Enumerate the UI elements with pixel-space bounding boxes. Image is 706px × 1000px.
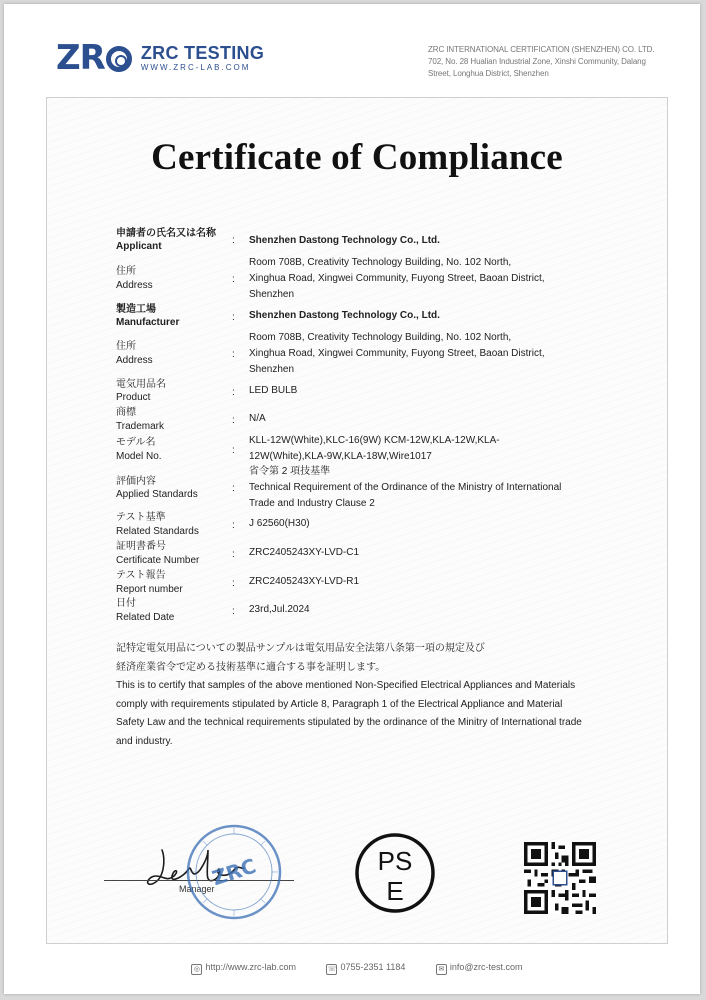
applicant-address-label-en: Address	[116, 280, 153, 291]
manufacturer-address-label-en: Address	[116, 355, 153, 366]
applicant-label-en: Applicant	[116, 241, 162, 252]
declaration-jp-line: 経済産業省令で定める技術基準に適合する事を証明します。	[116, 661, 386, 673]
company-seal-icon	[184, 822, 284, 922]
standards-line: 省令第 2 項技基準	[249, 466, 331, 477]
address-line: Shenzhen	[249, 364, 295, 375]
model-label-en: Model No.	[116, 451, 162, 462]
certificate-number-label-jp: 証明書番号	[116, 541, 166, 552]
certificate-number-label-en: Certificate Number	[116, 555, 200, 566]
certificate-title: Certificate of Compliance	[151, 137, 563, 178]
product-value: LED BULB	[249, 385, 298, 396]
logo-mark: ZR	[56, 41, 133, 75]
company-line: 702, No. 28 Hualian Industrial Zone, Xinshi Community, Dalang	[428, 57, 646, 66]
footer	[4, 962, 700, 975]
manufacturer-label-jp: 製造工場	[116, 304, 156, 315]
manufacturer-address-value	[249, 330, 594, 378]
applicant-value: Shenzhen Dastong Technology Co., Ltd.	[249, 235, 440, 246]
declaration-en-line: This is to certify that samples of the above mentioned Non-Specified Electrical Appliances and Materials	[116, 680, 576, 691]
company-line: ZRC INTERNATIONAL CERTIFICATION (SHENZHEN) CO. LTD.	[428, 45, 655, 54]
report-number-label-en: Report number	[116, 584, 183, 595]
footer-website-text: http://www.zrc-lab.com	[205, 962, 296, 972]
declaration-en-line: and industry.	[116, 735, 173, 747]
globe-icon: ◎	[191, 964, 202, 975]
certificate-number-value: ZRC2405243XY-LVD-C1	[249, 547, 360, 558]
model-label-jp: モデル名	[116, 437, 156, 448]
declaration-en-line: comply with requirements stipulated by Article 8, Paragraph 1 of the Electrical Appliance and Material	[116, 698, 563, 710]
footer-website[interactable]	[191, 962, 296, 972]
address-line: Shenzhen	[249, 289, 295, 300]
address-line: Xinghua Road, Xingwei Community, Fuyong Street, Baoan District,	[249, 273, 545, 284]
footer-email-text: info@zrc-test.com	[449, 962, 523, 972]
applicant-address-value	[249, 255, 594, 303]
certificate-page: ZR ZRC TESTING WWW.ZRC-LAB.COM ZRC INTERNATIONAL CERTIFICATION (SHENZHEN) CO. LTD. 702, No. 28 Hualian Industrial Zone, Xinshi Community, Dalang Street, Longhua District, Shenzhen Certificate of Compliance 申請者の氏名又は名称 Applicant : Shenzhen Dastong Technology Co., Ltd. 住所 Address : Room 708B, Creativity Technology Building, No. 102 North, Xinghua Road, Xingwei Community, Fuyong Street, Baoan District, Shenzhen 製造工場 Manufacturer : Shenzhen Dastong Technology Co., Ltd. 住所 Address : Room 708B, Creativity Technology Building, No. 102 North, Xinghua Road, Xingwei Community, Fuyong Street, Baoan District, Shenzhen 電気用品名 Product : LED BULB 商標 Trademark : N/A モデル名 Model No. : KLL-12W(White),KLC-16(9W) KCM-12W,KLA-12W,KLA- 12W(White),KLA-9W,KLA-18W,Wire1017 評価内容 Applied Standards : 省令第 2 項技基準 Technical Requirement of the Ordinance of the Ministry of International Trade and Industry Clause 2 テスト基準 Related Standards : J 62560(H30) 証明書番号 Certificate Number : ZRC2405243XY-LVD-C1 テスト報告 Report number : ZRC2405243XY-LVD-R1 日付 Related Date : 23rd,Jul.2024 記特定電気用品についての製品サンプルは電気用品安全法第八条第一項の規定及び 経済産業省令で定める技術基準に適合する事を証明します。 This is to certify that samples of the above mentioned Non-Specified Electrical Appliances and Materials comply with requirements stipulated by Article 8, Paragraph 1 of the Electrical Appliance and Material Safety Law and the technical requirements stipulated by the ordinance of the Minitry of International trade and industry. Manager ZRC PS E ◎ http://www.zrc-lab.com ☏ 0755-2351 1184 ✉ info@zrc-test.com	[4, 4, 700, 994]
qr-code-icon	[524, 842, 596, 914]
pse-bottom-text: E	[386, 876, 404, 906]
standards-line: Technical Requirement of the Ordinance of the Ministry of International	[249, 482, 562, 493]
related-standards-label-en: Related Standards	[116, 526, 199, 537]
declaration-jp-line: 記特定電気用品についての製品サンプルは電気用品安全法第八条第一項の規定及び	[116, 643, 485, 654]
declaration-en-line: Safety Law and the technical requirements stipulated by the ordinance of the Minitry of International trade	[116, 717, 582, 728]
footer-phone	[326, 962, 405, 972]
mail-icon: ✉	[436, 964, 447, 975]
manufacturer-label-en: Manufacturer	[116, 317, 180, 328]
pse-mark-icon	[354, 832, 436, 914]
standards-label-en: Applied Standards	[116, 489, 198, 500]
trademark-label-jp: 商標	[116, 407, 136, 418]
report-number-value: ZRC2405243XY-LVD-R1	[249, 576, 360, 587]
logo-name: ZRC TESTING	[140, 43, 265, 63]
footer-phone-text: 0755-2351 1184	[340, 962, 406, 972]
pse-top-text: PS	[377, 846, 413, 876]
trademark-label-en: Trademark	[116, 421, 164, 432]
standards-value	[249, 464, 594, 512]
date-label-jp: 日付	[116, 598, 136, 609]
product-label-en: Product	[116, 392, 151, 403]
manufacturer-address-label-jp: 住所	[116, 341, 136, 352]
model-line: 12W(White),KLA-9W,KLA-18W,Wire1017	[249, 451, 432, 462]
company-line: Street, Longhua District, Shenzhen	[428, 69, 549, 78]
address-line: Xinghua Road, Xingwei Community, Fuyong Street, Baoan District,	[249, 348, 545, 359]
model-line: KLL-12W(White),KLC-16(9W) KCM-12W,KLA-12W,KLA-	[249, 435, 500, 446]
model-value	[249, 433, 594, 465]
seal-text: ZRC	[209, 853, 259, 891]
applicant-address-label-jp: 住所	[116, 266, 136, 277]
product-label-jp: 電気用品名	[116, 379, 166, 390]
footer-email[interactable]	[436, 962, 523, 972]
trademark-value: N/A	[249, 413, 266, 424]
related-standards-value: J 62560(H30)	[249, 518, 310, 529]
report-number-label-jp: テスト報告	[116, 570, 166, 581]
manager-label: Manager	[179, 884, 215, 894]
manufacturer-value: Shenzhen Dastong Technology Co., Ltd.	[249, 310, 440, 321]
logo-website: WWW.ZRC-LAB.COM	[140, 63, 251, 72]
date-value: 23rd,Jul.2024	[249, 604, 310, 615]
standards-line: Trade and Industry Clause 2	[249, 498, 375, 509]
declaration-text	[116, 640, 616, 751]
applicant-label-jp: 申請者の氏名又は名称	[116, 228, 216, 239]
address-line: Room 708B, Creativity Technology Building, No. 102 North,	[249, 257, 512, 268]
company-address	[428, 44, 668, 80]
related-standards-label-jp: テスト基準	[116, 512, 166, 523]
standards-label-jp: 評価内容	[116, 476, 156, 487]
company-logo	[56, 38, 264, 78]
address-line: Room 708B, Creativity Technology Building, No. 102 North,	[249, 332, 512, 343]
date-label-en: Related Date	[116, 612, 175, 623]
phone-icon: ☏	[327, 966, 337, 973]
